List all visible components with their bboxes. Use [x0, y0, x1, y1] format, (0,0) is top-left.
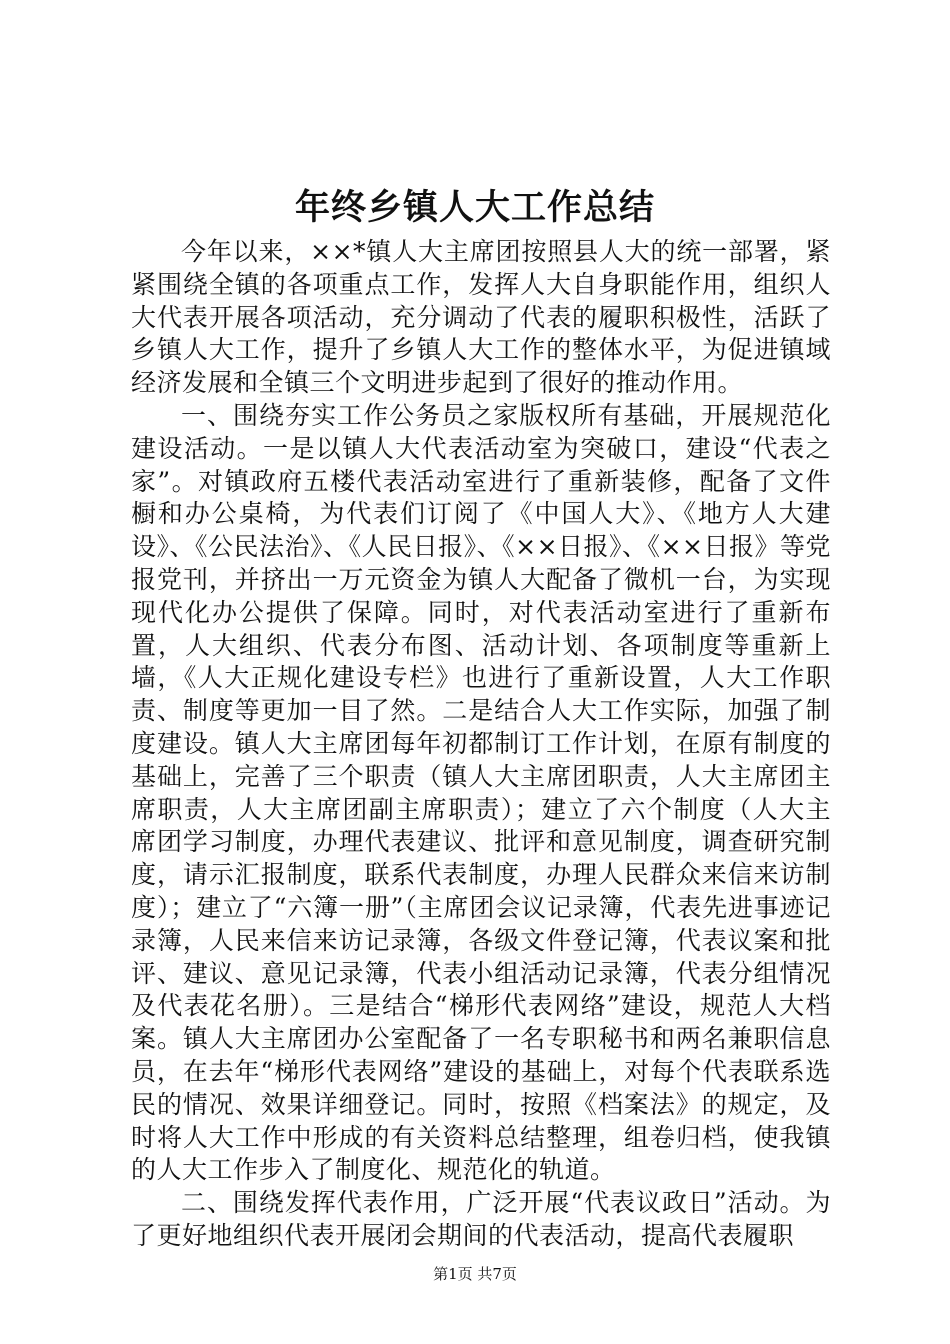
paragraph-intro: 今年以来，××*镇人大主席团按照县人大的统一部署，紧紧围绕全镇的各项重点工作，发挥人大自身职能作用，组织人大代表开展各项活动，充分调动了代表的履职积极性，活跃了乡镇人大工作，提升了乡镇人大工作的整体水平，为促进镇域经济发展和全镇三个文明进步起到了很好的推动作用。: [131, 237, 831, 398]
document-body: [131, 236, 831, 1253]
paragraph-section-two: 二、围绕发挥代表作用，广泛开展“代表议政日”活动。为了更好地组织代表开展闭会期间的代表活动，提高代表履职: [131, 1188, 831, 1250]
paragraph-section-one: 一、围绕夯实工作公务员之家版权所有基础，开展规范化建设活动。一是以镇人大代表活动室为突破口，建设“代表之家”。对镇政府五楼代表活动室进行了重新装修，配备了文件橱和办公桌椅，为代表们订阅了《中国人大》、《地方人大建设》、《公民法治》、《人民日报》、《××日报》、《××日报》等党报党刊，并挤出一万元资金为镇人大配备了微机一台，为实现现代化办公提供了保障。同时，对代表活动室进行了重新布置，人大组织、代表分布图、活动计划、各项制度等重新上墙，《人大正规化建设专栏》也进行了重新设置，人大工作职责、制度等更加一目了然。二是结合人大工作实际，加强了制度建设。镇人大主席团每年初都制订工作计划，在原有制度的基础上，完善了三个职责（镇人大主席团职责，人大主席团主席职责，人大主席团副主席职责）；建立了六个制度（人大主席团学习制度，办理代表建议、批评和意见制度，调查研究制度，请示汇报制度，联系代表制度，办理人民群众来信来访制度）；建立了“六簿一册”（主席团会议记录簿，代表先进事迹记录簿，人民来信来访记录簿，各级文件登记簿，代表议案和批评、建议、意见记录簿，代表小组活动记录簿，代表分组情况及代表花名册）。三是结合“梯形代表网络”建设，规范人大档案。镇人大主席团办公室配备了一名专职秘书和两名兼职信息员，在去年“梯形代表网络”建设的基础上，对每个代表联系选民的情况、效果详细登记。同时，按照《档案法》的规定，及时将人大工作中形成的有关资料总结整理，组卷归档，使我镇的人大工作步入了制度化、规范化的轨道。: [131, 400, 831, 1185]
page-number-footer: 第1页 共7页: [433, 1265, 517, 1283]
document-title: 年终乡镇人大工作总结: [294, 188, 655, 228]
